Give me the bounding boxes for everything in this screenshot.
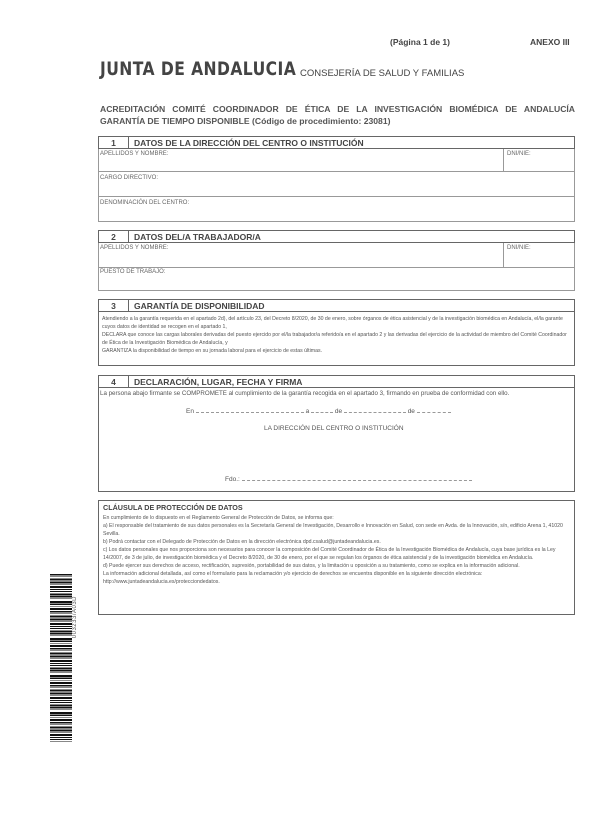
consejeria-name: CONSEJERÍA DE SALUD Y FAMILIAS <box>300 68 465 79</box>
a-label: a <box>305 408 310 415</box>
section-1-right-border <box>574 149 575 222</box>
data-protection-item-d: d) Puede ejercer sus derechos de acceso, rectificación, supresión, portabilidad de sus datos, y la limitación u oposición a su tratamiento, como se explica en la información adicional. <box>103 563 520 569</box>
document-title <box>100 103 575 127</box>
signature-field[interactable] <box>242 480 472 481</box>
section-1-number: 1 <box>99 137 129 148</box>
section-2-row-line <box>98 267 575 268</box>
year-field[interactable] <box>417 412 451 413</box>
section-1-header <box>98 136 575 149</box>
section-1-row-line <box>98 171 575 172</box>
section-4-text: La persona abajo firmante se COMPROMETE al cumplimiento de la garantía recogida en el apartado 3, firmando en prueba de conformidad con ello. <box>100 390 510 397</box>
page-indicator: (Página 1 de 1) <box>390 37 450 47</box>
section-2-number: 2 <box>99 231 129 242</box>
annex-label: ANEXO III <box>530 37 570 47</box>
data-protection-box <box>98 500 575 615</box>
section-3-text-2: DECLARA que conoce las cargas laborales derivadas del puesto ejercido por el/la trabajador/a referido/a en el apartado 2 y las derivadas del ejercicio de la actividad de miembro del Comité Coordinador de Ética de la Investigación Biomédica de Andalucía, y <box>102 332 567 346</box>
section-1-apellidos-label: APELLIDOS Y NOMBRE: <box>100 151 169 157</box>
section-1-cargo-label: CARGO DIRECTIVO: <box>100 175 159 181</box>
section-4-title: DECLARACIÓN, LUGAR, FECHA Y FIRMA <box>134 377 303 387</box>
data-protection-item-a: a) El responsable del tratamiento de sus datos personales es la Secretaría General de Investigación, Desarrollo e Innovación en Salud, con sede en Avda. de la Innovación, s/n, edificio Arena 1, 41020 Sevilla. <box>103 523 563 537</box>
document-title-text: ACREDITACIÓN COMITÉ COORDINADOR DE ÉTICA DE LA INVESTIGACIÓN BIOMÉDICA DE ANDALUCÍA GARANTÍA DE TIEMPO DISPONIBLE <box>100 104 575 126</box>
section-1-denominacion-label: DENOMINACIÓN DEL CENTRO: <box>100 200 190 206</box>
section-3-body <box>98 311 575 366</box>
section-1-title: DATOS DE LA DIRECCIÓN DEL CENTRO O INSTITUCIÓN <box>134 138 364 148</box>
barcode-image <box>50 574 72 742</box>
section-2-row-line <box>98 290 575 291</box>
section-2-header <box>98 230 575 243</box>
section-1-left-border <box>98 149 99 222</box>
day-field[interactable] <box>311 412 333 413</box>
section-3-text-3: GARANTIZA la disponibilidad de tiempo en su jornada laboral para el ejercicio de estas últimas. <box>102 348 323 354</box>
de-label-2: de <box>407 408 415 415</box>
place-date-line <box>186 408 451 415</box>
barcode-text: 003233/A03D <box>72 596 78 639</box>
en-label: En <box>186 408 194 415</box>
section-2-title: DATOS DEL/A TRABAJADOR/A <box>134 232 261 242</box>
data-protection-intro: En cumplimiento de lo dispuesto en el Reglamento General de Protección de Datos, se informa que: <box>103 515 334 521</box>
junta-logo: JUNTA DE ANDALUCIA <box>100 58 297 80</box>
data-protection-item-c: c) Los datos personales que nos proporciona son necesarios para conocer la composición del Comité Coordinador de Ética de la Investigación Biomédica de Andalucía, cuya base jurídica es la Ley 14/2007, de 3 de julio, de investigación biomédica y el Decreto 8/2020, de 30 de enero, por el que se regulan los órganos de ética asistencial y de la investigación biomédica en Andalucía. <box>103 547 556 561</box>
section-3-text-1: Atendiendo a la garantía requerida en el apartado 2d), del artículo 23, del Decreto 8/2020, de 30 de enero, sobre órganos de ética asistencial y de la investigación biomédica en Andalucía, el/la garante cuyos datos de identidad se recogen en el apartado 1, <box>102 316 563 330</box>
section-1-row-line <box>98 196 575 197</box>
section-2-divider <box>503 243 504 267</box>
section-2-apellidos-label: APELLIDOS Y NOMBRE: <box>100 245 169 251</box>
section-4-number: 4 <box>99 376 129 387</box>
section-1-divider <box>503 149 504 171</box>
place-field[interactable] <box>196 412 304 413</box>
signature-line <box>225 476 472 483</box>
section-3-title: GARANTÍA DE DISPONIBILIDAD <box>134 301 265 311</box>
de-label-1: de <box>334 408 343 415</box>
direccion-signature-label: LA DIRECCIÓN DEL CENTRO O INSTITUCIÓN <box>264 425 404 432</box>
section-1-dni-label: DNI/NIE: <box>507 151 531 157</box>
data-protection-final: La información adicional detallada, así como el formulario para la reclamación y/o ejercicio de derechos se encuentra disponible en la siguiente dirección electrónica: http://www.juntadeandalucia.es/protecciondedatos. <box>103 571 483 585</box>
month-field[interactable] <box>344 412 406 413</box>
procedure-code: (Código de procedimiento: 23081) <box>252 116 391 126</box>
section-3-number: 3 <box>99 300 129 311</box>
data-protection-item-b: b) Podrá contactar con el Delegado de Protección de Datos en la dirección electrónica dpd.csalud@juntadeandalucia.es. <box>103 539 381 545</box>
section-2-puesto-label: PUESTO DE TRABAJO: <box>100 269 166 275</box>
fdo-label: Fdo.: <box>225 476 240 483</box>
section-2-dni-label: DNI/NIE: <box>507 245 531 251</box>
data-protection-title: CLÁUSULA DE PROTECCIÓN DE DATOS <box>103 503 243 512</box>
section-1-row-line <box>98 221 575 222</box>
